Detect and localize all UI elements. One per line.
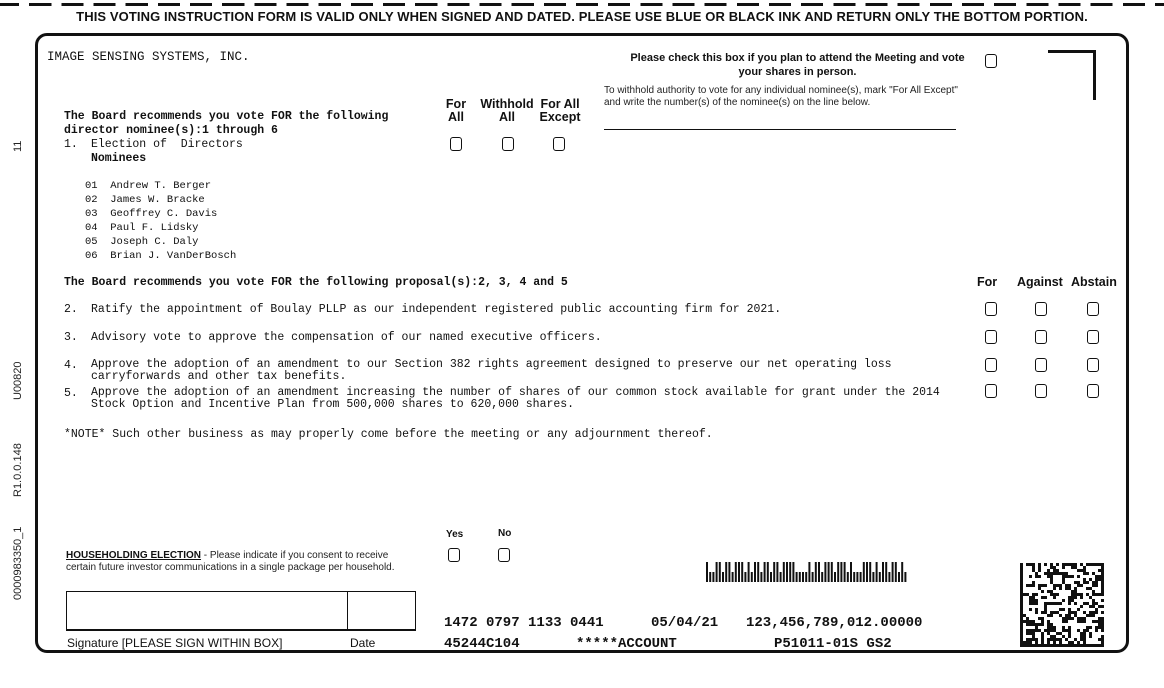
proposal-5-number: 5.	[64, 387, 78, 400]
proposal-3-against-checkbox[interactable]	[1035, 330, 1047, 344]
postal-barcode	[706, 562, 910, 582]
nominee-name: Paul F. Lidsky	[110, 222, 199, 234]
proposal-4-number: 4.	[64, 359, 78, 372]
householding-no-checkbox[interactable]	[498, 548, 510, 562]
nominee-num: 02	[85, 194, 98, 206]
meeting-date: 05/04/21	[651, 615, 719, 631]
proposal-5-abstain-checkbox[interactable]	[1087, 384, 1099, 398]
proposal-3-for-checkbox[interactable]	[985, 330, 997, 344]
proposal-4-for-checkbox[interactable]	[985, 358, 997, 372]
director-recommendation: The Board recommends you vote FOR the following director nominee(s):1 through 6	[64, 110, 389, 137]
for-all-checkbox[interactable]	[450, 137, 462, 151]
header-against: Against	[1017, 275, 1063, 289]
proposal-2-number: 2.	[64, 303, 78, 316]
proposal-3-number: 3.	[64, 331, 78, 344]
nominee-row	[85, 207, 236, 221]
householding-yes-checkbox[interactable]	[448, 548, 460, 562]
side-code-1: 11	[12, 140, 24, 152]
householding-no-label: No	[498, 528, 512, 539]
nominee-row	[85, 193, 236, 207]
nominee-name: Joseph C. Daly	[110, 236, 199, 248]
nominee-list	[85, 179, 236, 263]
header-for-all: For All	[445, 97, 467, 124]
proposal-5-for-checkbox[interactable]	[985, 384, 997, 398]
job-code: P51011-01S GS2	[774, 636, 892, 652]
nominee-row	[85, 221, 236, 235]
other-business-note: *NOTE* Such other business as may properly come before the meeting or any adjournment thereof.	[64, 428, 713, 441]
header-abstain: Abstain	[1071, 275, 1117, 289]
proposal-4-text: Approve the adoption of an amendment to our Section 382 rights agreement designed to preserve our net operating loss carryforwards and other tax benefits.	[91, 358, 892, 383]
share-amount: 123,456,789,012.00000	[746, 615, 923, 631]
nominee-name: Andrew T. Berger	[110, 180, 212, 192]
proposal-4-against-checkbox[interactable]	[1035, 358, 1047, 372]
signature-box[interactable]	[66, 591, 348, 631]
attend-meeting-checkbox[interactable]	[985, 54, 997, 68]
withhold-note: To withhold authority to vote for any individual nominee(s), mark "For All Except" and write the number(s) of the nominee(s) on the line below.	[604, 85, 958, 108]
nominee-name: Brian J. VanDerBosch	[110, 250, 237, 262]
instruction-banner: THIS VOTING INSTRUCTION FORM IS VALID ONLY WHEN SIGNED AND DATED. PLEASE USE BLUE OR BLACK INK AND RETURN ONLY THE BOTTOM PORTION.	[76, 9, 1088, 24]
nominee-name: Geoffrey C. Davis	[110, 208, 218, 220]
nominee-num: 06	[85, 250, 98, 262]
proposal-2-for-checkbox[interactable]	[985, 302, 997, 316]
nominee-num: 01	[85, 180, 98, 192]
for-all-except-checkbox[interactable]	[553, 137, 565, 151]
nominees-label: Nominees	[91, 152, 147, 165]
withhold-all-checkbox[interactable]	[502, 137, 514, 151]
cut-line	[0, 3, 1164, 6]
item-1-label: Election of Directors	[91, 138, 243, 151]
side-code-3: R1.0.0.148	[12, 443, 24, 497]
proposal-3-abstain-checkbox[interactable]	[1087, 330, 1099, 344]
householding-yes-label: Yes	[446, 529, 464, 540]
item-1-number: 1.	[64, 138, 78, 151]
nominee-row	[85, 235, 236, 249]
householding-description: - Please indicate if you consent to receive certain future investor communications in a single package per household.	[66, 550, 395, 573]
proposal-3-text: Advisory vote to approve the compensation of our named executive officers.	[91, 331, 602, 344]
company-name: IMAGE SENSING SYSTEMS, INC.	[47, 50, 250, 64]
datamatrix-barcode	[1020, 563, 1104, 647]
proposal-2-text: Ratify the appointment of Boulay PLLP as our independent registered public accounting firm for 2021.	[91, 303, 782, 316]
proposal-2-against-checkbox[interactable]	[1035, 302, 1047, 316]
date-label: Date	[350, 636, 376, 650]
nominee-name: James W. Bracke	[110, 194, 205, 206]
control-number: 1472 0797 1133 0441	[444, 615, 604, 631]
side-code-4: 0000983350_1	[12, 526, 24, 600]
proposal-5-against-checkbox[interactable]	[1035, 384, 1047, 398]
header-withhold-all: Withhold All	[480, 97, 534, 124]
householding-title: HOUSEHOLDING ELECTION	[66, 550, 202, 561]
nominee-row	[85, 179, 236, 193]
header-for-all-except: For All Except	[539, 97, 581, 124]
proposal-5-text: Approve the adoption of an amendment increasing the number of shares of our common stock available for grant under the 2014 Stock Option and Incentive Plan from 500,000 shares to 620,000 shares.	[91, 386, 940, 411]
nominee-num: 04	[85, 222, 98, 234]
account-code: *****ACCOUNT	[576, 636, 677, 652]
nominee-num: 05	[85, 236, 98, 248]
proposal-recommendation: The Board recommends you vote FOR the following proposal(s):2, 3, 4 and 5	[64, 276, 568, 289]
header-for: For	[977, 275, 998, 289]
cusip-code: 45244C104	[444, 636, 520, 652]
signature-label: Signature [PLEASE SIGN WITHIN BOX]	[67, 636, 283, 650]
householding-text	[66, 550, 421, 574]
registration-mark	[1048, 50, 1096, 100]
proposal-2-abstain-checkbox[interactable]	[1087, 302, 1099, 316]
date-box[interactable]	[348, 591, 416, 631]
side-code-2: U00820	[12, 361, 24, 400]
proposal-4-abstain-checkbox[interactable]	[1087, 358, 1099, 372]
nominee-num: 03	[85, 208, 98, 220]
attend-meeting-text: Please check this box if you plan to attend the Meeting and vote your shares in person.	[630, 52, 965, 78]
withhold-line[interactable]	[604, 129, 956, 130]
nominee-row	[85, 249, 236, 263]
